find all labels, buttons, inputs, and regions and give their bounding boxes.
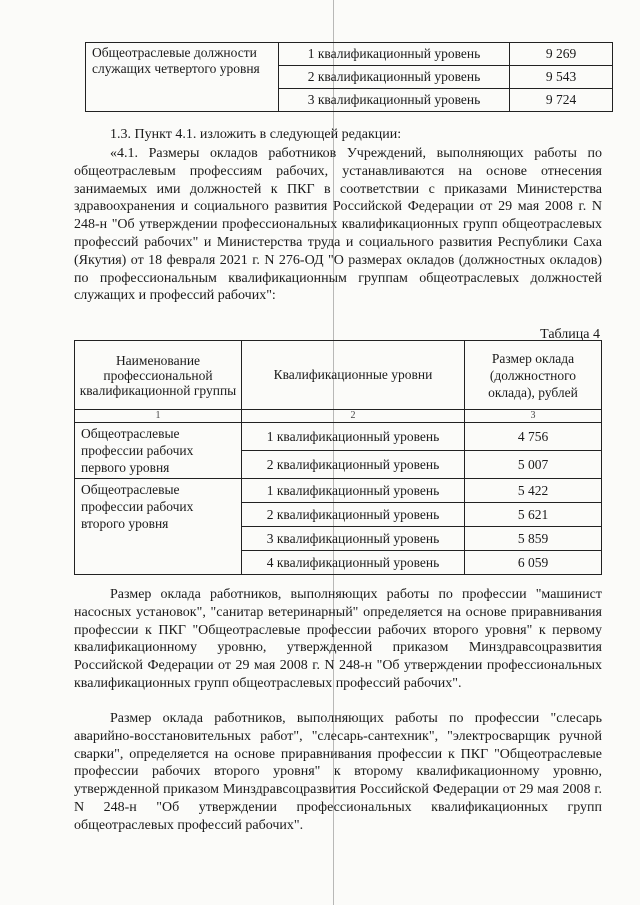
table-3-continuation bbox=[85, 42, 613, 112]
salary-cell: 5 007 bbox=[465, 451, 602, 479]
table-4 bbox=[74, 340, 602, 575]
salary-cell: 5 859 bbox=[465, 527, 602, 551]
level-cell: 4 квалификационный уровень bbox=[242, 551, 465, 575]
level-cell: 1 квалификационный уровень bbox=[242, 423, 465, 451]
point-body: «4.1. Размеры окладов работников Учреждений, выполняющих работы по общеотраслевым профессиям рабочих, устанавливаются на основе отнесения занимаемых ими должностей к ПКГ в соответствии с приказами Министерства здравоохранения и социального развития Российской Федерации от 29 мая 2008 г. N 248-н "Об утверждении профессиональных квалификационных групп общеотраслевых профессий рабочих" и Министерства труда и социального развития Республики Саха (Якутия) от 18 февраля 2021 г. N 276-ОД "О размерах окладов (должностных окладов) по профессиональным квалификационным группам общеотраслевых должностей служащих и профессий рабочих": bbox=[74, 146, 602, 304]
level-cell: 3 квалификационный уровень bbox=[242, 527, 465, 551]
column-number: 3 bbox=[465, 410, 602, 423]
level-cell: 2 квалификационный уровень bbox=[242, 503, 465, 527]
paragraph-locksmith: Размер оклада работников, выполняющих работы по профессии "слесарь аварийно-восстановительных работ", "слесарь-сантехник", "электросварщик ручной сварки", определяется на основе приравнивания профессии к ПКГ "Общеотраслевые профессии рабочих второго уровня" к второму квалификационному уровню, утвержденной приказом Минздравсоцразвития Российской Федерации от 29 мая 2008 г. N 248-н "Об утверждении профессиональных квалификационных групп общеотраслевых профессий рабочих". bbox=[74, 711, 602, 833]
table-header-row bbox=[75, 341, 602, 410]
table-row bbox=[75, 423, 602, 451]
salary-cell: 9 269 bbox=[510, 43, 613, 66]
salary-cell: 9 543 bbox=[510, 66, 613, 89]
table-row bbox=[75, 479, 602, 503]
salary-cell: 6 059 bbox=[465, 551, 602, 575]
level-cell: 1 квалификационный уровень bbox=[242, 479, 465, 503]
salary-cell: 5 422 bbox=[465, 479, 602, 503]
salary-cell: 9 724 bbox=[510, 89, 613, 112]
point-heading: 1.3. Пункт 4.1. изложить в следующей редакции: bbox=[110, 127, 402, 142]
level-cell: 3 квалификационный уровень bbox=[279, 89, 510, 112]
level-cell: 2 квалификационный уровень bbox=[242, 451, 465, 479]
table-row bbox=[86, 43, 613, 66]
salary-cell: 5 621 bbox=[465, 503, 602, 527]
table-caption: Таблица 4 bbox=[540, 327, 600, 342]
column-number-row bbox=[75, 410, 602, 423]
column-number: 2 bbox=[242, 410, 465, 423]
salary-cell: 4 756 bbox=[465, 423, 602, 451]
group-name-cell: Общеотраслевые должности служащих четвертого уровня bbox=[86, 43, 279, 112]
level-cell: 1 квалификационный уровень bbox=[279, 43, 510, 66]
paragraph-pump-operator: Размер оклада работников, выполняющих работы по профессии "машинист насосных установок", "санитар ветеринарный" определяется на основе приравнивания профессии к ПКГ "Общеотраслевые профессии рабочих второго уровня" к первому квалификационному уровню, утвержденной приказом Минздравсоцразвития Российской Федерации от 29 мая 2008 г. N 248-н "Об утверждении профессиональных квалификационных групп общеотраслевых профессий рабочих". bbox=[74, 587, 602, 691]
level-cell: 2 квалификационный уровень bbox=[279, 66, 510, 89]
header-group: Наименование профессиональной квалификационной группы bbox=[75, 341, 242, 410]
header-salary: Размер оклада (должностного оклада), рублей bbox=[465, 341, 602, 410]
group-name-cell: Общеотраслевые профессии рабочих первого уровня bbox=[75, 423, 242, 479]
group-name-cell: Общеотраслевые профессии рабочих второго уровня bbox=[75, 479, 242, 575]
column-number: 1 bbox=[75, 410, 242, 423]
header-levels: Квалификационные уровни bbox=[242, 341, 465, 410]
